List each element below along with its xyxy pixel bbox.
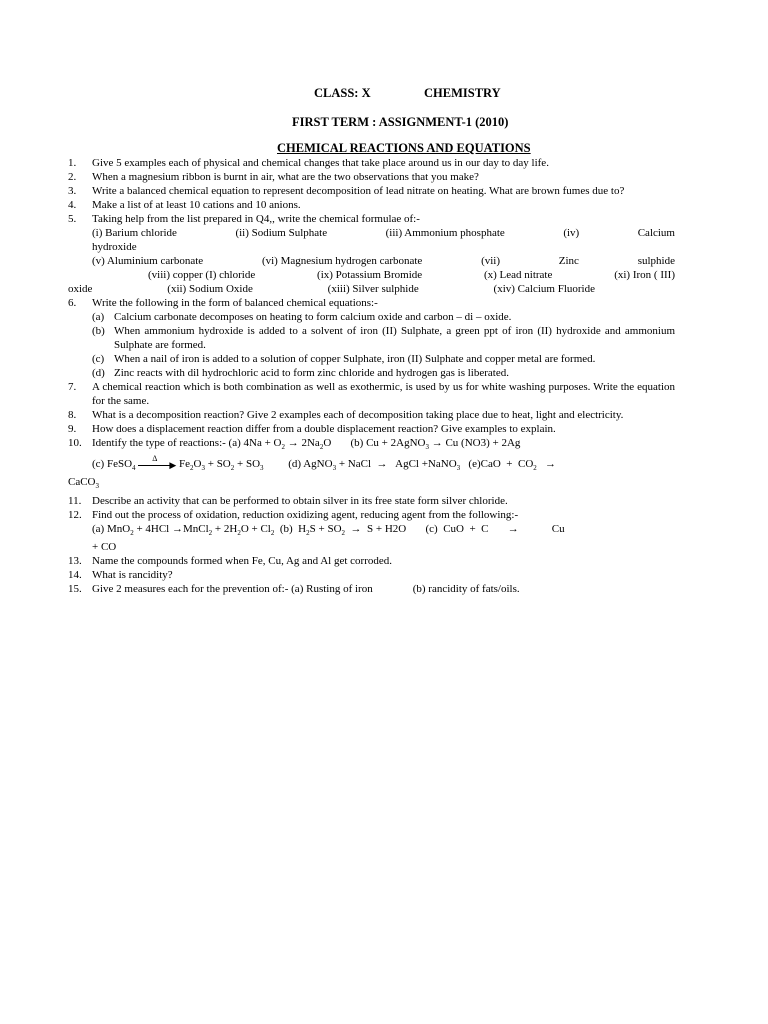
formula-item: (v) Aluminium carbonate <box>92 255 204 267</box>
topic-heading: CHEMICAL REACTIONS AND EQUATIONS <box>277 141 531 155</box>
formula-item: (viii) copper (I) chloride <box>148 269 256 281</box>
question-15 <box>68 582 675 596</box>
question-text: Describe an activity that can be performed to obtain silver in its free state form silver chloride. <box>92 494 508 507</box>
question-number: 3. <box>68 185 77 197</box>
question-10-equations: (c) FeSO$_4$ Δ ▶ $Fe_2O_3 + SO_2 + SO_3$ (d) AgNO$_3$ + NaCl → AgCl +NaNO$_3$ $(e)CaO + CO_2$ → <box>92 453 557 473</box>
question-number: 8. <box>68 409 77 421</box>
question-number: 2. <box>68 171 77 183</box>
question-text: Write the following in the form of balanced chemical equations:- <box>92 297 378 309</box>
question-text: A chemical reaction which is both combination as well as exothermic, is used by us for white washing purposes. Write the equation for the same. <box>92 381 675 407</box>
question-3 <box>68 184 675 198</box>
question-text: What is a decomposition reaction? Give 2 examples each of decomposition taking place due to heat, light and electricity. <box>92 409 624 421</box>
formula-item: oxide <box>68 283 93 295</box>
sub-question-a <box>68 310 675 324</box>
formula-item: (ix) Potassium Bromide <box>317 269 423 281</box>
formula-row-3 <box>68 268 675 282</box>
question-text: When a magnesium ribbon is burnt in air, what are the two observations that you make? <box>92 171 479 183</box>
question-9 <box>68 422 675 436</box>
question-text: What is rancidity? <box>92 568 173 581</box>
sub-text: Zinc reacts with dil hydrochloric acid to form zinc chloride and hydrogen gas is liberated. <box>114 367 509 379</box>
question-10-tail: CaCO$_3$ <box>68 476 99 491</box>
question-number: 12. <box>68 508 82 521</box>
formula-item: (iv) <box>563 227 580 239</box>
question-5 <box>68 212 675 226</box>
question-10-prompt: Identify the type of reactions:- <box>92 437 226 449</box>
term-heading: FIRST TERM : ASSIGNMENT-1 (2010) <box>292 115 509 129</box>
heat-symbol: Δ <box>152 453 158 463</box>
formula-item: (ii) Sodium Sulphate <box>235 227 328 239</box>
question-6 <box>68 296 675 310</box>
heat-arrow-icon: Δ ▶ <box>138 460 176 470</box>
question-number: 14. <box>68 568 82 581</box>
question-list <box>68 156 675 596</box>
sub-question-b <box>68 324 675 352</box>
question-number: 11. <box>68 494 82 507</box>
sub-text: When a nail of iron is added to a solution of copper Sulphate, iron (II) Sulphate and copper metal are formed. <box>114 353 596 365</box>
question-text: Give 5 examples each of physical and chemical changes that take place around us in our day to day life. <box>92 157 549 169</box>
formula-item: (xiii) Silver sulphide <box>327 283 419 295</box>
formula-item: (xii) Sodium Oxide <box>167 283 253 295</box>
question-2 <box>68 170 675 184</box>
question-11 <box>68 494 675 508</box>
question-text: Name the compounds formed when Fe, Cu, Ag and Al get corroded. <box>92 554 392 567</box>
question-12 <box>68 508 675 522</box>
subject-heading: CHEMISTRY <box>424 86 501 100</box>
question-13 <box>68 554 675 568</box>
sub-question-d <box>68 366 675 380</box>
question-1 <box>68 156 675 170</box>
question-number: 1. <box>68 157 77 169</box>
sub-question-c <box>68 352 675 366</box>
sub-label: (d) <box>92 367 105 379</box>
formula-item: (vi) Magnesium hydrogen carbonate <box>261 255 423 267</box>
question-text: How does a displacement reaction differ from a double displacement reaction? Give examples to explain. <box>92 423 556 435</box>
question-number: 4. <box>68 199 77 211</box>
question-7 <box>68 380 675 408</box>
question-number: 9. <box>68 423 77 435</box>
sub-text: When ammonium hydroxide is added to a solvent of iron (II) Sulphate, a green ppt of iron (II) hydroxide and ammonium Sulphate are formed. <box>114 325 675 351</box>
question-text: Make a list of at least 10 cations and 10 anions. <box>92 199 301 211</box>
question-number: 10. <box>68 437 82 449</box>
formula-item: (vii) <box>481 255 501 267</box>
question-12-tail: + CO <box>92 540 117 553</box>
question-text: Find out the process of oxidation, reduction oxidizing agent, reducing agent from the following:- <box>92 508 519 521</box>
sub-label: (c) <box>92 353 105 365</box>
question-14 <box>68 568 675 582</box>
question-text <box>92 582 675 596</box>
question-15-part-b: (b) rancidity of fats/oils. <box>412 582 520 595</box>
formula-row-1-cont: hydroxide <box>92 241 137 253</box>
sub-text: Calcium carbonate decomposes on heating to form calcium oxide and carbon – di – oxide. <box>114 311 512 323</box>
sub-label: (a) <box>92 311 105 323</box>
question-15-part-a: Give 2 measures each for the prevention of:- (a) Rusting of iron <box>92 582 373 595</box>
formula-item: (xiv) Calcium Fluoride <box>493 283 595 295</box>
question-number: 7. <box>68 381 77 393</box>
question-number: 13. <box>68 554 82 567</box>
class-heading: CLASS: X <box>314 86 371 100</box>
formula-item: sulphide <box>637 255 675 267</box>
question-number: 6. <box>68 297 77 309</box>
question-number: 5. <box>68 213 77 225</box>
question-10 <box>68 436 675 454</box>
formula-item: (i) Barium chloride <box>92 227 177 239</box>
question-12-equations: (a) MnO$_2$ + 4HCl →MnCl$_2$ + $2H_2O + Cl_2$ (b) $H_2S + SO_2 \to S + H2O$ (c) CuO + C → Cu <box>92 522 565 537</box>
formula-row-1 <box>68 226 675 240</box>
formula-item: (iii) Ammonium phosphate <box>385 227 505 239</box>
formula-row-4 <box>68 282 675 296</box>
formula-item: (x) Lead nitrate <box>483 269 553 281</box>
question-4 <box>68 198 675 212</box>
question-number: 15. <box>68 582 82 595</box>
sub-label: (b) <box>92 325 105 337</box>
question-text: Write a balanced chemical equation to represent decomposition of lead nitrate on heating. What are brown fumes due to? <box>92 185 625 197</box>
formula-item: Zinc <box>558 255 579 267</box>
formula-item: (xi) Iron ( III) <box>614 269 675 281</box>
question-8 <box>68 408 675 422</box>
formula-row-2 <box>68 254 675 268</box>
formula-item: Calcium <box>637 227 675 239</box>
question-text: Taking help from the list prepared in Q4,, write the chemical formulae of:- <box>92 213 420 225</box>
question-text: Identify the type of reactions:- (a) $4Na + O_2 \to 2Na_2O$ (b) Cu + 2AgNO$_3$ → Cu (NO3) + 2Ag <box>92 437 521 452</box>
